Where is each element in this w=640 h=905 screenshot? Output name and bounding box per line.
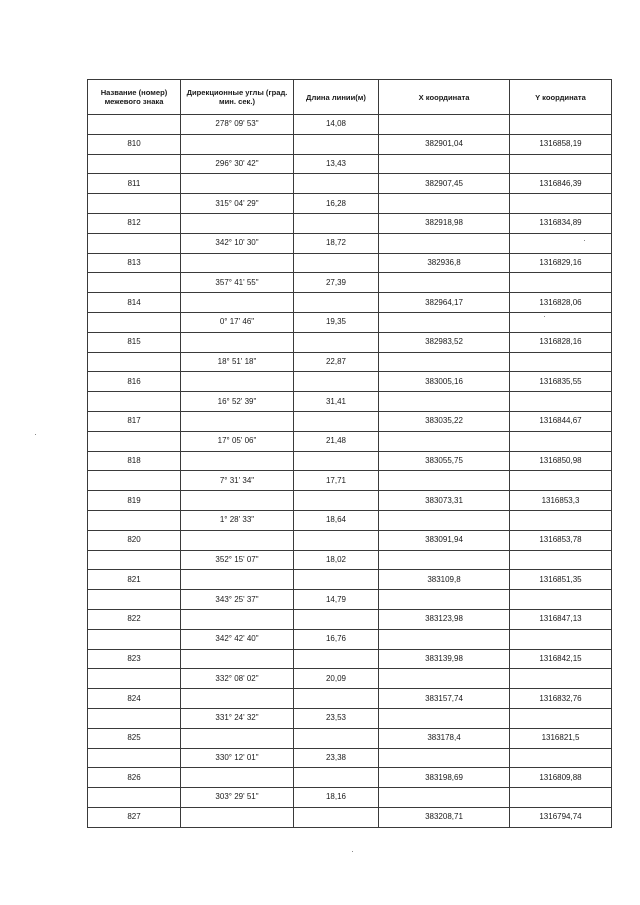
length-cell: 14,08 bbox=[294, 115, 379, 135]
empty-cell bbox=[294, 174, 379, 194]
y-coordinate-cell: 1316829,16 bbox=[510, 253, 612, 273]
empty-cell bbox=[510, 273, 612, 293]
segment-row bbox=[88, 590, 612, 610]
mark-row bbox=[88, 807, 612, 827]
empty-cell bbox=[510, 471, 612, 491]
length-cell: 14,79 bbox=[294, 590, 379, 610]
length-cell: 18,64 bbox=[294, 510, 379, 530]
bearing-cell: 18° 51' 18" bbox=[181, 352, 294, 372]
bearing-cell: 303° 29' 51" bbox=[181, 788, 294, 808]
length-cell: 31,41 bbox=[294, 392, 379, 412]
mark-row bbox=[88, 372, 612, 392]
segment-row bbox=[88, 352, 612, 372]
header-bearing: Дирекционные углы (град. мин. сек.) bbox=[181, 80, 294, 115]
empty-cell bbox=[294, 372, 379, 392]
x-coordinate-cell: 383157,74 bbox=[379, 689, 510, 709]
empty-cell bbox=[294, 530, 379, 550]
mark-number-cell: 821 bbox=[88, 570, 181, 590]
mark-number-cell: 810 bbox=[88, 134, 181, 154]
scan-speck bbox=[544, 316, 545, 317]
empty-cell bbox=[379, 629, 510, 649]
y-coordinate-cell: 1316794,74 bbox=[510, 807, 612, 827]
length-cell: 17,71 bbox=[294, 471, 379, 491]
empty-cell bbox=[294, 649, 379, 669]
empty-cell bbox=[294, 293, 379, 313]
empty-cell bbox=[294, 451, 379, 471]
empty-cell bbox=[510, 550, 612, 570]
segment-row bbox=[88, 194, 612, 214]
length-cell: 16,28 bbox=[294, 194, 379, 214]
x-coordinate-cell: 382901,04 bbox=[379, 134, 510, 154]
empty-cell bbox=[379, 352, 510, 372]
empty-cell bbox=[510, 233, 612, 253]
empty-cell bbox=[294, 213, 379, 233]
bearing-cell: 17° 05' 06" bbox=[181, 431, 294, 451]
empty-cell bbox=[294, 332, 379, 352]
empty-cell bbox=[88, 312, 181, 332]
length-cell: 23,38 bbox=[294, 748, 379, 768]
mark-row bbox=[88, 689, 612, 709]
mark-number-cell: 814 bbox=[88, 293, 181, 313]
empty-cell bbox=[181, 332, 294, 352]
empty-cell bbox=[510, 154, 612, 174]
empty-cell bbox=[294, 807, 379, 827]
table-header bbox=[88, 80, 612, 115]
empty-cell bbox=[379, 115, 510, 135]
empty-cell bbox=[88, 154, 181, 174]
empty-cell bbox=[88, 194, 181, 214]
empty-cell bbox=[510, 590, 612, 610]
mark-row bbox=[88, 491, 612, 511]
empty-cell bbox=[181, 609, 294, 629]
bearing-cell: 16° 52' 39" bbox=[181, 392, 294, 412]
x-coordinate-cell: 383123,98 bbox=[379, 609, 510, 629]
length-cell: 21,48 bbox=[294, 431, 379, 451]
segment-row bbox=[88, 233, 612, 253]
empty-cell bbox=[294, 491, 379, 511]
mark-number-cell: 813 bbox=[88, 253, 181, 273]
length-cell: 13,43 bbox=[294, 154, 379, 174]
header-y-coordinate: Y координата bbox=[510, 80, 612, 115]
empty-cell bbox=[88, 550, 181, 570]
empty-cell bbox=[181, 134, 294, 154]
boundary-marks-table bbox=[87, 79, 612, 828]
empty-cell bbox=[510, 115, 612, 135]
empty-cell bbox=[88, 708, 181, 728]
mark-number-cell: 827 bbox=[88, 807, 181, 827]
mark-row bbox=[88, 253, 612, 273]
segment-row bbox=[88, 788, 612, 808]
empty-cell bbox=[379, 708, 510, 728]
empty-cell bbox=[88, 669, 181, 689]
mark-number-cell: 818 bbox=[88, 451, 181, 471]
empty-cell bbox=[88, 510, 181, 530]
empty-cell bbox=[88, 392, 181, 412]
empty-cell bbox=[181, 174, 294, 194]
scan-speck bbox=[584, 240, 585, 241]
scan-speck bbox=[352, 851, 353, 852]
mark-number-cell: 815 bbox=[88, 332, 181, 352]
header-length: Длина линии(м) bbox=[294, 80, 379, 115]
x-coordinate-cell: 383139,98 bbox=[379, 649, 510, 669]
mark-number-cell: 819 bbox=[88, 491, 181, 511]
mark-number-cell: 812 bbox=[88, 213, 181, 233]
segment-row bbox=[88, 748, 612, 768]
empty-cell bbox=[181, 728, 294, 748]
mark-row bbox=[88, 451, 612, 471]
empty-cell bbox=[181, 807, 294, 827]
empty-cell bbox=[510, 510, 612, 530]
y-coordinate-cell: 1316844,67 bbox=[510, 411, 612, 431]
length-cell: 16,76 bbox=[294, 629, 379, 649]
bearing-cell: 0° 17' 46" bbox=[181, 312, 294, 332]
mark-row bbox=[88, 293, 612, 313]
y-coordinate-cell: 1316846,39 bbox=[510, 174, 612, 194]
y-coordinate-cell: 1316842,15 bbox=[510, 649, 612, 669]
length-cell: 27,39 bbox=[294, 273, 379, 293]
mark-row bbox=[88, 570, 612, 590]
length-cell: 18,16 bbox=[294, 788, 379, 808]
empty-cell bbox=[294, 728, 379, 748]
empty-cell bbox=[294, 570, 379, 590]
empty-cell bbox=[294, 768, 379, 788]
empty-cell bbox=[510, 708, 612, 728]
length-cell: 23,53 bbox=[294, 708, 379, 728]
mark-row bbox=[88, 768, 612, 788]
empty-cell bbox=[510, 431, 612, 451]
bearing-cell: 1° 28' 33" bbox=[181, 510, 294, 530]
y-coordinate-cell: 1316809,88 bbox=[510, 768, 612, 788]
segment-row bbox=[88, 273, 612, 293]
bearing-cell: 7° 31' 34" bbox=[181, 471, 294, 491]
empty-cell bbox=[88, 590, 181, 610]
segment-row bbox=[88, 431, 612, 451]
segment-row bbox=[88, 629, 612, 649]
x-coordinate-cell: 383109,8 bbox=[379, 570, 510, 590]
empty-cell bbox=[379, 788, 510, 808]
x-coordinate-cell: 382964,17 bbox=[379, 293, 510, 313]
empty-cell bbox=[88, 629, 181, 649]
bearing-cell: 343° 25' 37" bbox=[181, 590, 294, 610]
empty-cell bbox=[379, 510, 510, 530]
mark-number-cell: 817 bbox=[88, 411, 181, 431]
empty-cell bbox=[294, 253, 379, 273]
empty-cell bbox=[379, 590, 510, 610]
empty-cell bbox=[510, 748, 612, 768]
mark-row bbox=[88, 134, 612, 154]
y-coordinate-cell: 1316835,55 bbox=[510, 372, 612, 392]
bearing-cell: 342° 42' 40" bbox=[181, 629, 294, 649]
empty-cell bbox=[510, 669, 612, 689]
empty-cell bbox=[379, 431, 510, 451]
segment-row bbox=[88, 471, 612, 491]
table-body bbox=[88, 115, 612, 828]
mark-number-cell: 811 bbox=[88, 174, 181, 194]
y-coordinate-cell: 1316832,76 bbox=[510, 689, 612, 709]
empty-cell bbox=[510, 194, 612, 214]
segment-row bbox=[88, 510, 612, 530]
header-row bbox=[88, 80, 612, 115]
empty-cell bbox=[181, 491, 294, 511]
x-coordinate-cell: 382983,52 bbox=[379, 332, 510, 352]
bearing-cell: 315° 04' 29" bbox=[181, 194, 294, 214]
header-mark-name: Название (номер) межевого знака bbox=[88, 80, 181, 115]
empty-cell bbox=[379, 748, 510, 768]
empty-cell bbox=[181, 372, 294, 392]
segment-row bbox=[88, 708, 612, 728]
empty-cell bbox=[181, 530, 294, 550]
empty-cell bbox=[510, 788, 612, 808]
bearing-cell: 330° 12' 01" bbox=[181, 748, 294, 768]
empty-cell bbox=[510, 392, 612, 412]
bearing-cell: 357° 41' 55" bbox=[181, 273, 294, 293]
mark-row bbox=[88, 649, 612, 669]
y-coordinate-cell: 1316821,5 bbox=[510, 728, 612, 748]
x-coordinate-cell: 382918,98 bbox=[379, 213, 510, 233]
empty-cell bbox=[379, 669, 510, 689]
y-coordinate-cell: 1316828,16 bbox=[510, 332, 612, 352]
empty-cell bbox=[294, 411, 379, 431]
mark-row bbox=[88, 609, 612, 629]
x-coordinate-cell: 383055,75 bbox=[379, 451, 510, 471]
length-cell: 19,35 bbox=[294, 312, 379, 332]
empty-cell bbox=[88, 748, 181, 768]
empty-cell bbox=[181, 451, 294, 471]
mark-row bbox=[88, 728, 612, 748]
segment-row bbox=[88, 550, 612, 570]
mark-row bbox=[88, 530, 612, 550]
segment-row bbox=[88, 669, 612, 689]
mark-row bbox=[88, 332, 612, 352]
mark-number-cell: 826 bbox=[88, 768, 181, 788]
empty-cell bbox=[88, 233, 181, 253]
empty-cell bbox=[379, 194, 510, 214]
bearing-cell: 331° 24' 32" bbox=[181, 708, 294, 728]
empty-cell bbox=[379, 392, 510, 412]
empty-cell bbox=[510, 312, 612, 332]
mark-number-cell: 823 bbox=[88, 649, 181, 669]
y-coordinate-cell: 1316850,98 bbox=[510, 451, 612, 471]
empty-cell bbox=[181, 768, 294, 788]
bearing-cell: 332° 08' 02" bbox=[181, 669, 294, 689]
x-coordinate-cell: 383073,31 bbox=[379, 491, 510, 511]
y-coordinate-cell: 1316834,89 bbox=[510, 213, 612, 233]
mark-number-cell: 822 bbox=[88, 609, 181, 629]
empty-cell bbox=[88, 788, 181, 808]
x-coordinate-cell: 382907,45 bbox=[379, 174, 510, 194]
x-coordinate-cell: 382936,8 bbox=[379, 253, 510, 273]
length-cell: 18,72 bbox=[294, 233, 379, 253]
y-coordinate-cell: 1316853,3 bbox=[510, 491, 612, 511]
empty-cell bbox=[294, 609, 379, 629]
x-coordinate-cell: 383005,16 bbox=[379, 372, 510, 392]
mark-row bbox=[88, 411, 612, 431]
y-coordinate-cell: 1316853,78 bbox=[510, 530, 612, 550]
empty-cell bbox=[294, 134, 379, 154]
empty-cell bbox=[88, 273, 181, 293]
empty-cell bbox=[88, 431, 181, 451]
segment-row bbox=[88, 312, 612, 332]
x-coordinate-cell: 383091,94 bbox=[379, 530, 510, 550]
empty-cell bbox=[181, 253, 294, 273]
empty-cell bbox=[510, 629, 612, 649]
y-coordinate-cell: 1316847,13 bbox=[510, 609, 612, 629]
mark-number-cell: 824 bbox=[88, 689, 181, 709]
empty-cell bbox=[88, 352, 181, 372]
header-x-coordinate: X координата bbox=[379, 80, 510, 115]
empty-cell bbox=[379, 550, 510, 570]
empty-cell bbox=[510, 352, 612, 372]
empty-cell bbox=[379, 471, 510, 491]
mark-row bbox=[88, 174, 612, 194]
empty-cell bbox=[181, 570, 294, 590]
mark-row bbox=[88, 213, 612, 233]
segment-row bbox=[88, 392, 612, 412]
empty-cell bbox=[181, 213, 294, 233]
length-cell: 18,02 bbox=[294, 550, 379, 570]
empty-cell bbox=[181, 689, 294, 709]
empty-cell bbox=[379, 273, 510, 293]
x-coordinate-cell: 383198,69 bbox=[379, 768, 510, 788]
y-coordinate-cell: 1316828,06 bbox=[510, 293, 612, 313]
bearing-cell: 278° 09' 53" bbox=[181, 115, 294, 135]
empty-cell bbox=[181, 293, 294, 313]
empty-cell bbox=[181, 411, 294, 431]
length-cell: 20,09 bbox=[294, 669, 379, 689]
mark-number-cell: 825 bbox=[88, 728, 181, 748]
bearing-cell: 352° 15' 07" bbox=[181, 550, 294, 570]
empty-cell bbox=[379, 154, 510, 174]
y-coordinate-cell: 1316851,35 bbox=[510, 570, 612, 590]
x-coordinate-cell: 383035,22 bbox=[379, 411, 510, 431]
y-coordinate-cell: 1316858,19 bbox=[510, 134, 612, 154]
empty-cell bbox=[379, 312, 510, 332]
length-cell: 22,87 bbox=[294, 352, 379, 372]
bearing-cell: 296° 30' 42" bbox=[181, 154, 294, 174]
scan-speck bbox=[35, 434, 36, 435]
empty-cell bbox=[379, 233, 510, 253]
empty-cell bbox=[181, 649, 294, 669]
mark-number-cell: 820 bbox=[88, 530, 181, 550]
empty-cell bbox=[88, 471, 181, 491]
segment-row bbox=[88, 115, 612, 135]
x-coordinate-cell: 383178,4 bbox=[379, 728, 510, 748]
mark-number-cell: 816 bbox=[88, 372, 181, 392]
segment-row bbox=[88, 154, 612, 174]
empty-cell bbox=[294, 689, 379, 709]
x-coordinate-cell: 383208,71 bbox=[379, 807, 510, 827]
empty-cell bbox=[88, 115, 181, 135]
bearing-cell: 342° 10' 30" bbox=[181, 233, 294, 253]
